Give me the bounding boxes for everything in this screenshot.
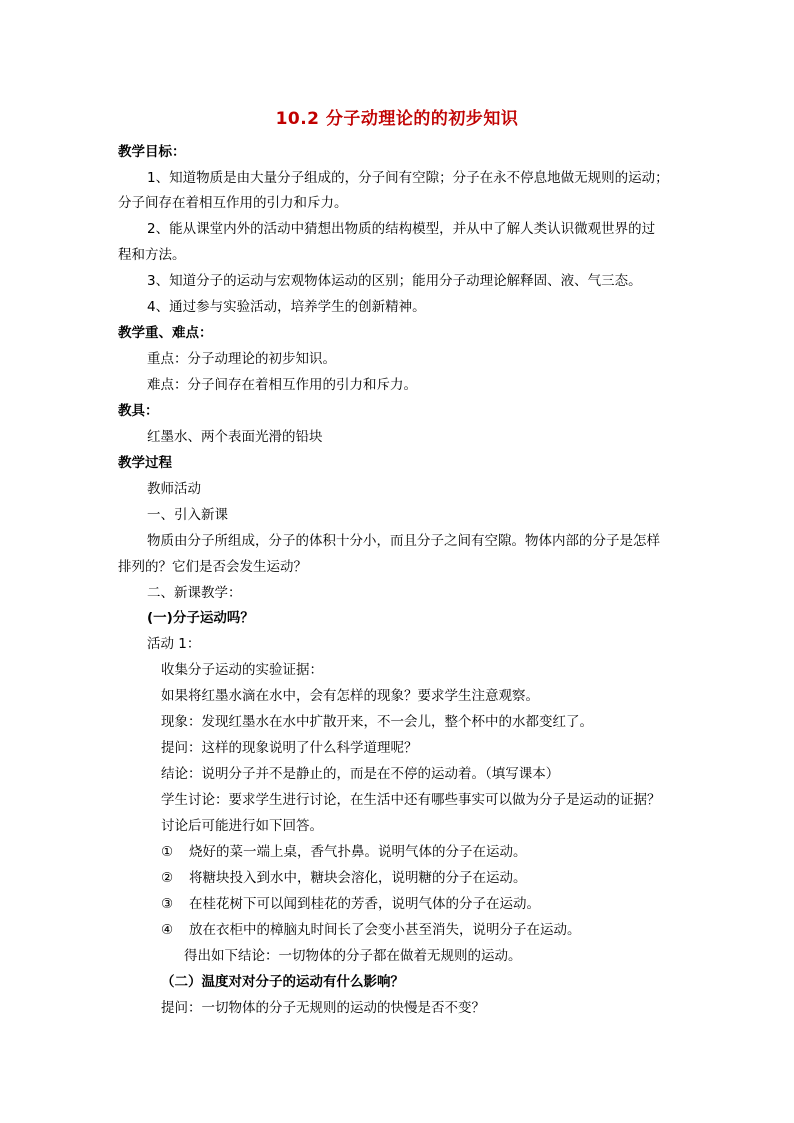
conclusion: 得出如下结论：一切物体的分子都在做着无规则的运动。: [184, 948, 522, 964]
process-line-2: 如果将红墨水滴在水中，会有怎样的现象？要求学生注意观察。: [161, 688, 539, 704]
goal-line-1: 1、知道物质是由大量分子组成的，分子间有空隙；分子在永不停息地做无规则的运动；: [147, 170, 669, 186]
document-title: 10.2 分子动理论的的初步知识: [275, 109, 519, 129]
goal-line-4: 程和方法。: [118, 247, 186, 263]
process-line-1: 收集分子运动的实验证据：: [161, 662, 323, 678]
activity-label: 活动 1：: [147, 636, 201, 652]
answer-text: 烧好的菜一端上桌，香气扑鼻。说明气体的分子在运动。: [189, 844, 527, 860]
answer-item: [161, 843, 527, 861]
keypoint-important: 重点：分子动理论的初步知识。: [147, 351, 336, 367]
process-line-6: 学生讨论：要求学生进行讨论，在生活中还有哪些事实可以做为分子是运动的证据？: [161, 792, 661, 808]
intro-line-1: 物质由分子所组成，分子的体积十分小，而且分子之间有空隙。物体内部的分子是怎样: [147, 533, 660, 549]
question: 提问：一切物体的分子无规则的运动的快慢是否不变？: [161, 1000, 485, 1016]
section1-heading: (一)分子运动吗？: [147, 610, 254, 626]
teacher-activity: 教师活动: [147, 481, 201, 497]
process-line-7: 讨论后可能进行如下回答。: [161, 818, 323, 834]
process-heading: 教学过程: [118, 455, 172, 471]
keypoint-difficult: 难点：分子间存在着相互作用的引力和斥力。: [147, 377, 417, 393]
answer-text: 放在衣柜中的樟脑丸时间长了会变小甚至消失，说明分子在运动。: [189, 922, 581, 938]
process-line-4: 提问：这样的现象说明了什么科学道理呢？: [161, 740, 418, 756]
process-line-3: 现象：发现红墨水在水中扩散开来，不一会儿，整个杯中的水都变红了。: [161, 714, 593, 730]
answer-item: [161, 869, 527, 887]
section2-heading: （二）温度对对分子的运动有什么影响？: [161, 974, 404, 990]
answer-number: ④: [161, 922, 174, 938]
tools-heading: 教具：: [118, 403, 159, 419]
goal-line-2: 分子间存在着相互作用的引力和斥力。: [118, 195, 348, 211]
goal-line-5: 3、知道分子的运动与宏观物体运动的区别；能用分子动理论解释固、液、气三态。: [147, 273, 642, 289]
keypoints-heading: 教学重、难点：: [118, 325, 213, 341]
intro-line-2: 排列的？它们是否会发生运动？: [118, 559, 307, 575]
goal-line-3: 2、能从课堂内外的活动中猜想出物质的结构模型，并从中了解人类认识微观世界的过: [147, 221, 656, 237]
tools-text: 红墨水、两个表面光滑的铅块: [147, 429, 323, 445]
answer-item: [161, 921, 581, 939]
new-lesson-heading: 二、新课教学：: [147, 585, 242, 601]
answer-number: ①: [161, 844, 174, 860]
process-line-5: 结论：说明分子并不是静止的，而是在不停的运动着。（填写课本）: [161, 766, 560, 782]
answer-text: 将糖块投入到水中，糖块会溶化，说明糖的分子在运动。: [189, 870, 527, 886]
answer-item: [161, 895, 540, 913]
answer-text: 在桂花树下可以闻到桂花的芳香，说明气体的分子在运动。: [189, 896, 540, 912]
answer-number: ②: [161, 870, 174, 886]
answer-number: ③: [161, 896, 174, 912]
goals-heading: 教学目标：: [118, 144, 186, 160]
goal-line-6: 4、通过参与实验活动，培养学生的创新精神。: [147, 299, 426, 315]
intro-heading: 一、引入新课: [147, 507, 228, 523]
